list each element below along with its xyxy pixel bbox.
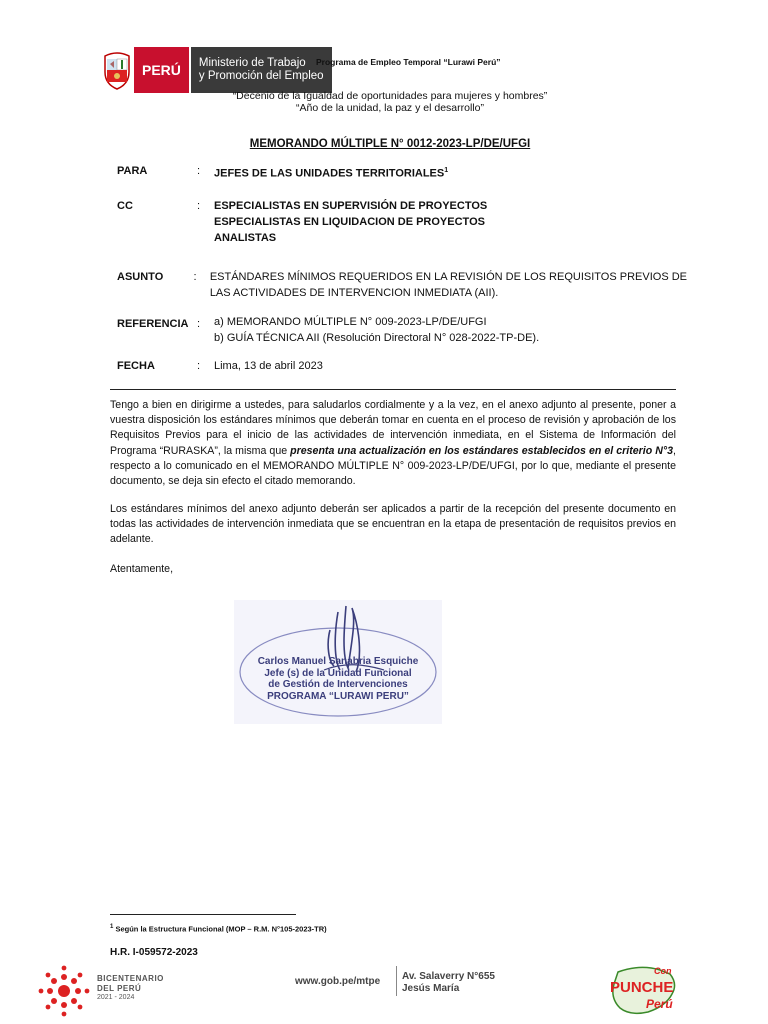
para-recipient: JEFES DE LAS UNIDADES TERRITORIALES [214,167,445,180]
referencia-item: b) GUÍA TÉCNICA AII (Resolución Directoral N° 028-2022-TP-DE). [214,332,540,344]
bicentenario-line: DEL PERÚ [97,984,142,993]
bicentenario-text [97,974,164,994]
closing: Atentamente, [110,563,174,575]
signer-name: Carlos Manuel Sanabria Esquiche [257,656,419,667]
paragraph-text: Tengo a bien en dirigirme a ustedes, para saludarlos cordialmente y a la vez, en el anexo adjunto al presente, poner a vuestra disposición los estándares mínimos que deberán tomar en cuenta en el proceso de revisión y aprobación de los Requisitos Previos para el inicio de las actividades de intervención inmediata, en el Sistema de Información del Programa “RURASKA”, la misma que [110,399,676,457]
punche-con: Con [654,966,672,976]
referencia-label: REFERENCIA [117,318,189,330]
referencia-values [214,314,687,346]
decenio-motto: “Decenio de la Igualdad de oportunidades para mujeres y hombres” [232,90,548,102]
cc-value: ESPECIALISTAS EN SUPERVISIÓN DE PROYECTOS [214,200,488,212]
signer-unit: de Gestión de Intervenciones [268,679,408,690]
year-mottos [0,90,768,114]
asunto-value [210,269,687,301]
signer-title: Jefe (s) de la Unidad Funcional [264,667,412,679]
punche-peru: Perú [646,997,673,1011]
para-value [214,163,687,182]
colon: : [193,271,197,283]
ministry-line-1: Ministerio de Trabajo [198,57,306,69]
footer-separator [396,966,397,996]
para-label: PARA [117,165,148,177]
bicentenario-years: 2021 - 2024 [97,994,135,1001]
paragraph-emphasis: presenta una actualización en los estándares establecidos en el criterio N°3 [290,444,674,457]
colon: : [197,200,201,212]
body-paragraph-1 [110,398,676,489]
asunto-line: ESTÁNDARES MÍNIMOS REQUERIDOS EN LA REVISIÓN DE LOS REQUISITOS PREVIOS DE [209,271,687,283]
year-motto: “Año de la unidad, la paz y el desarrollo” [296,102,484,114]
program-name: Programa de Empleo Temporal “Lurawi Perú” [316,57,501,67]
hr-code: H.R. I-059572-2023 [110,947,198,958]
ministry-logo [100,47,332,93]
address-line: Jesús María [402,983,460,994]
footnote-divider [110,914,296,915]
footnote [110,924,327,934]
footnote-number: 1 [110,924,114,930]
cc-row [117,198,687,246]
cc-values [214,198,687,246]
paragraph-text: , respecto a lo comunicado en el MEMORANDO MÚLTIPLE N° 009-2023-LP/DE/UFGI, por lo que, mediante el presente documento, se deja sin efecto el citado memorando. [110,444,676,488]
address [402,971,495,995]
signature-block [238,656,438,702]
peru-label: PERÚ [134,47,191,93]
ministry-name [191,47,332,93]
bicentenario-logo-icon [36,963,92,1019]
website: www.gob.pe/mtpe [295,976,381,987]
fecha-row [117,358,687,374]
colon: : [197,318,201,330]
asunto-line: LAS ACTIVIDADES DE INTERVENCION INMEDIATA (AII). [209,287,499,299]
referencia-row [117,314,687,346]
cc-label: CC [117,200,133,212]
bicentenario-line: BICENTENARIO [97,974,164,983]
footnote-mark: 1 [444,167,449,174]
header-divider [110,389,676,390]
cc-value: ESPECIALISTAS EN LIQUIDACION DE PROYECTOS [214,216,485,228]
para-row [117,163,687,182]
punche-word: PUNCHE [610,979,674,996]
ministry-line-2: y Promoción del Empleo [198,70,324,82]
fecha-label: FECHA [117,360,155,372]
cc-value: ANALISTAS [214,232,277,244]
asunto-label: ASUNTO [117,271,164,283]
signer-program: PROGRAMA “LURAWI PERU” [267,690,409,702]
memo-title: MEMORANDO MÚLTIPLE N° 0012-2023-LP/DE/UFGI [249,138,531,150]
referencia-item: a) MEMORANDO MÚLTIPLE N° 009-2023-LP/DE/UFGI [214,316,487,328]
con-punche-peru-logo [600,962,700,1018]
coat-of-arms-icon [100,47,134,93]
asunto-row [117,269,687,301]
body-paragraph-2: Los estándares mínimos del anexo adjunto deberán ser aplicados a partir de la recepción del presente documento en todas las actividades de intervención inmediata que se encuentran en la etapa de presentación de requisitos previos en adelante. [110,503,676,546]
colon: : [197,165,201,177]
colon: : [197,360,201,372]
address-line: Av. Salaverry N°655 [402,971,495,982]
footnote-text: Según la Estructura Funcional (MOP – R.M. N°105-2023-TR) [115,924,327,934]
fecha-value: Lima, 13 de abril 2023 [214,360,323,372]
